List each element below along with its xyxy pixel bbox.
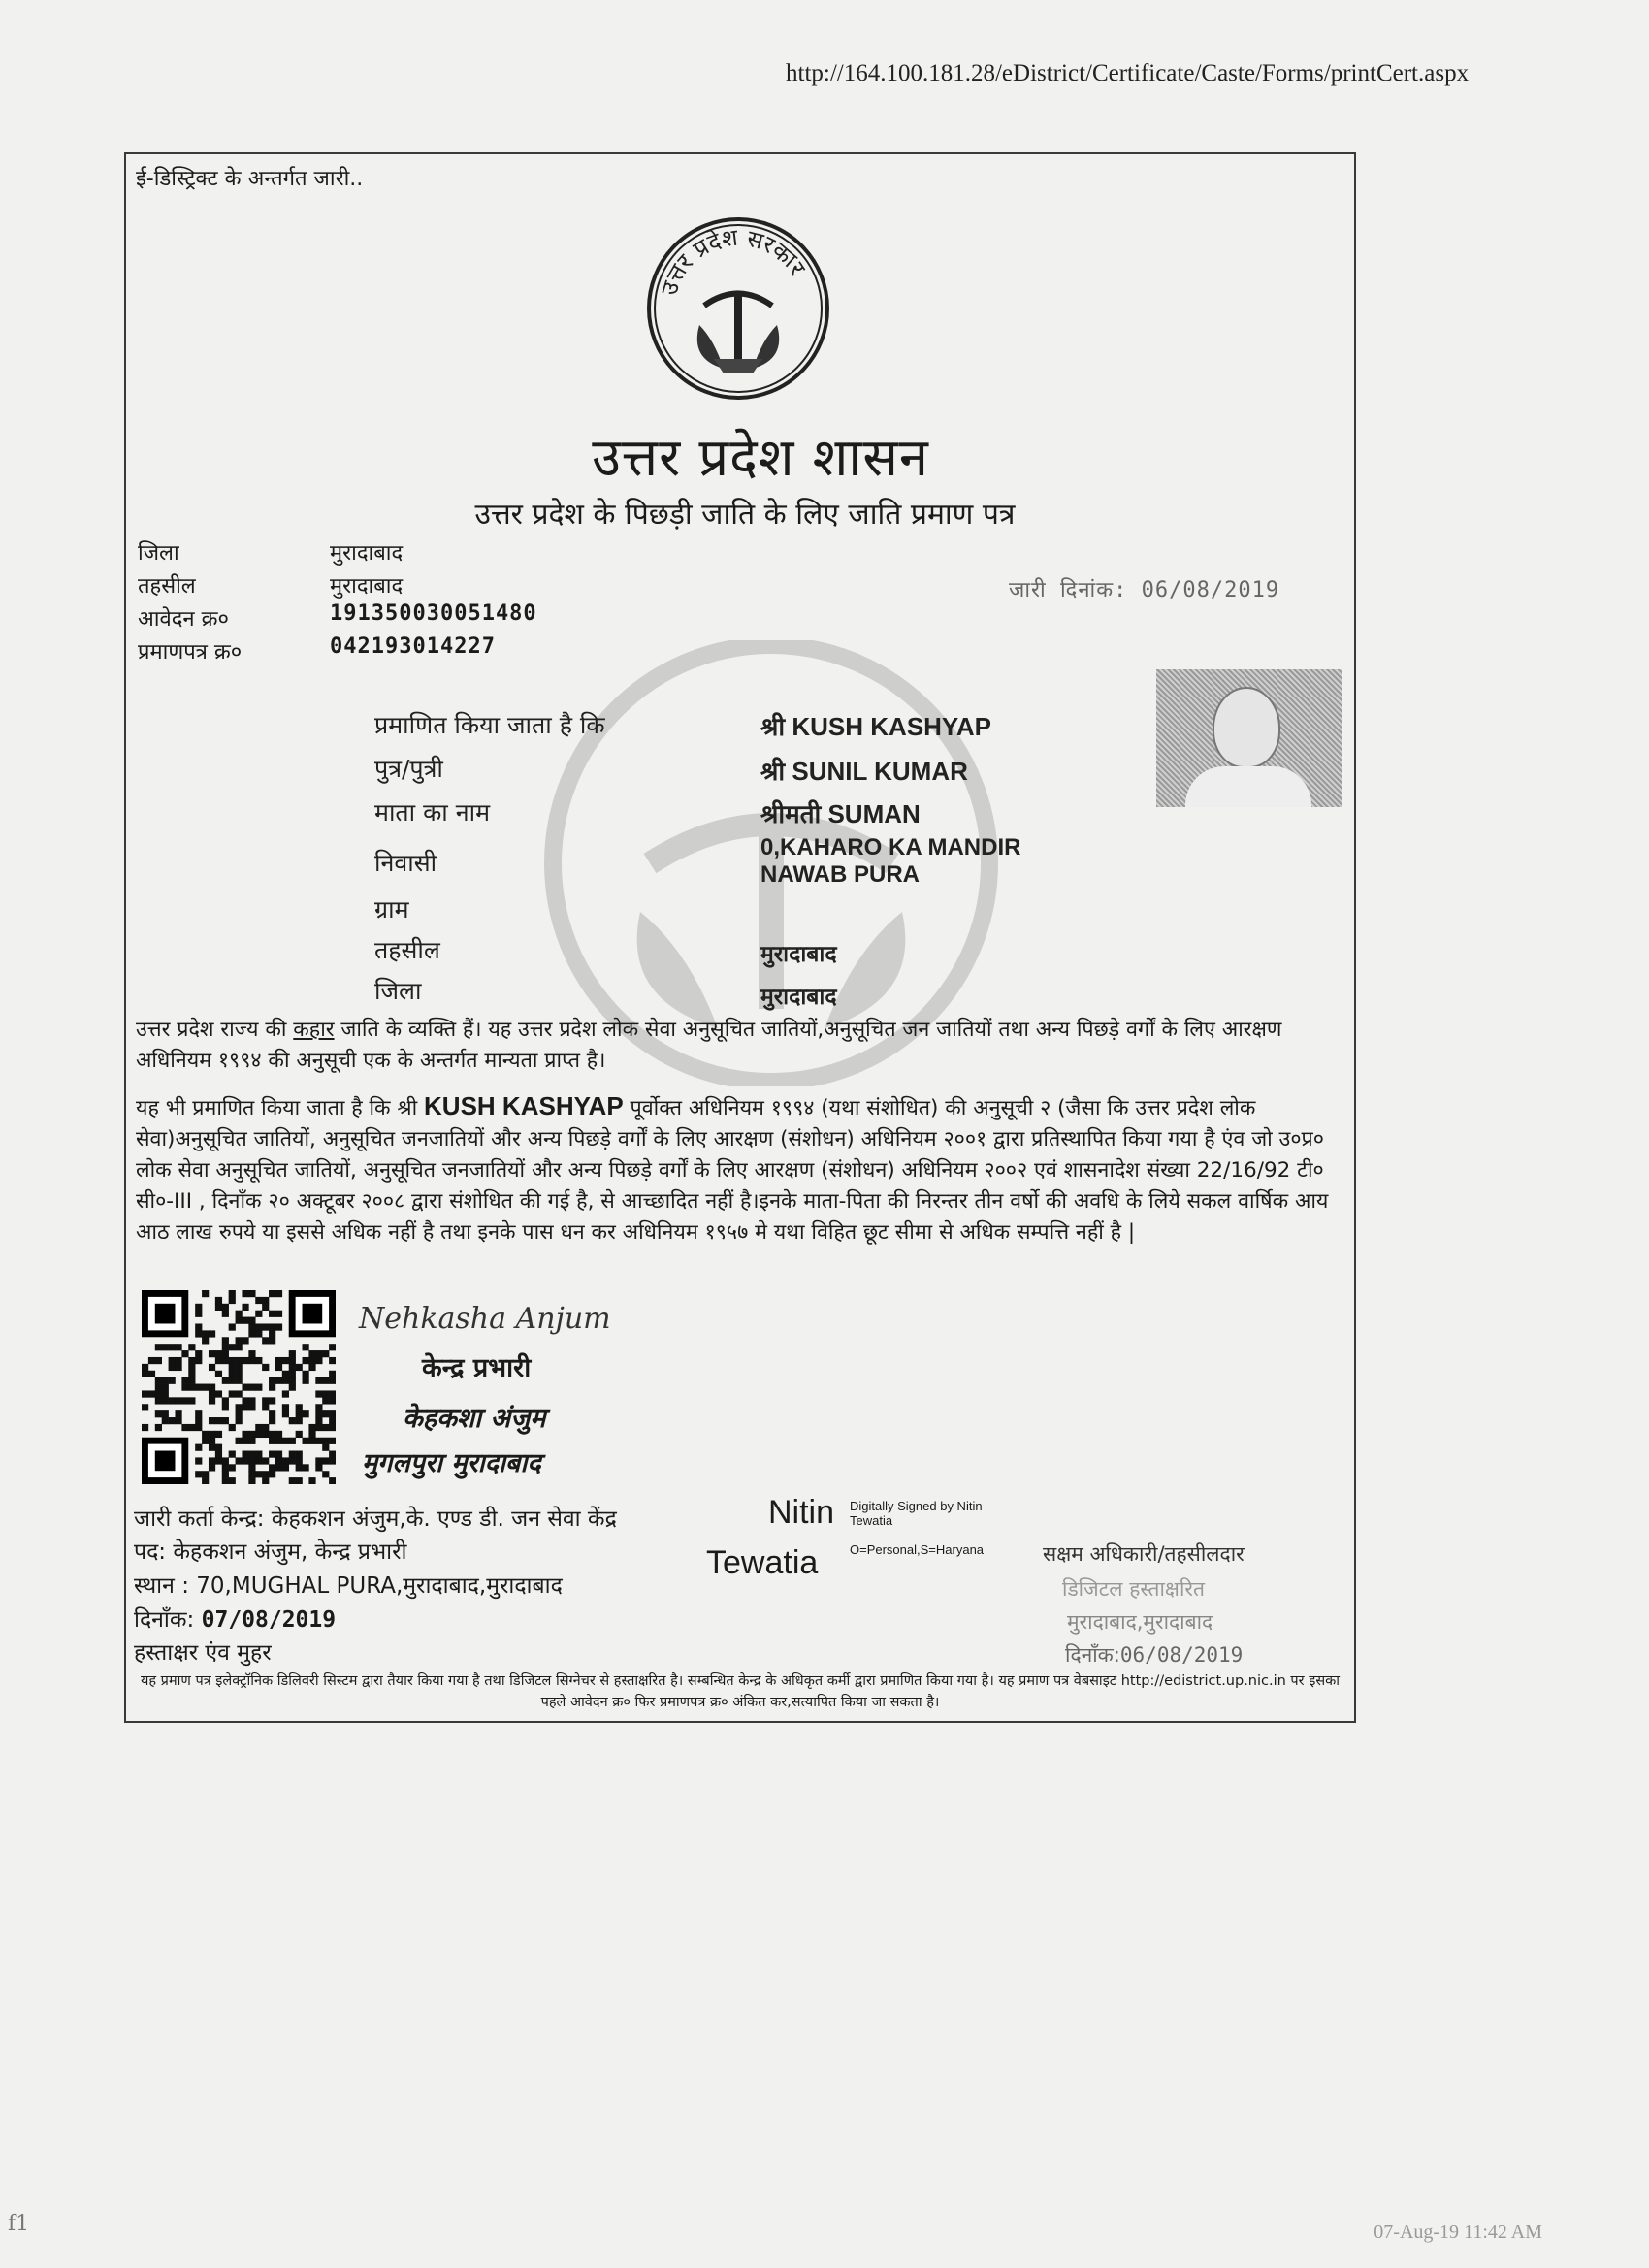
- svg-text:उत्तर प्रदेश सरकार: उत्तर प्रदेश सरकार: [655, 223, 811, 299]
- issuer-place: स्थान : 70,MUGHAL PURA,मुरादाबाद,मुरादाबाद: [134, 1573, 563, 1599]
- issued-under-text: ई-डिस्ट्रिक्ट के अन्तर्गत जारी..: [136, 167, 364, 191]
- village-label: ग्राम: [374, 895, 409, 923]
- scan-timestamp: 07-Aug-19 11:42 AM: [1374, 2221, 1542, 2243]
- applicant-name-inline: KUSH KASHYAP: [424, 1091, 624, 1120]
- digital-signature-signed-by-2: Tewatia: [850, 1513, 893, 1528]
- field-district-label: जिला: [138, 541, 179, 566]
- resident-label: निवासी: [374, 849, 437, 877]
- issuer-centre: जारी कर्ता केन्द्र: केहकशन अंजुम,के. एण्ड डी. जन सेवा केंद्र: [134, 1507, 617, 1532]
- resident-address-line1: 0,KAHARO KA MANDIR: [760, 834, 1021, 860]
- stamp-line-2: केहकशा अंजुम: [403, 1404, 546, 1434]
- issuer-date: दिनाँक: 07/08/2019: [134, 1607, 337, 1633]
- authority-date: दिनाँक:06/08/2019: [1065, 1643, 1244, 1667]
- mother-name: श्रीमती SUMAN: [760, 799, 921, 828]
- mother-label: माता का नाम: [374, 798, 491, 826]
- issue-date-value: 06/08/2019: [1141, 578, 1280, 602]
- qr-code: [142, 1290, 336, 1484]
- tehsil-value: मुरादाबाद: [760, 941, 837, 966]
- digital-signature-last-name: Tewatia: [706, 1544, 819, 1581]
- stamp-line-1: केन्द्र प्रभारी: [422, 1353, 532, 1383]
- field-tehsil-value: मुरादाबाद: [330, 574, 404, 599]
- parent-name: श्री SUNIL KUMAR: [760, 757, 968, 786]
- field-certificate-no-label: प्रमाणपत्र क्र०: [138, 640, 242, 664]
- creamy-layer-paragraph: यह भी प्रमाणित किया जाता है कि श्री KUSH KASHYAP पूर्वोक्त अधिनियम १९९४ (यथा संशोधित) की अनुसूची २ (जैसा कि उत्तर प्रदेश लोक सेवा)अनुसूचित जातियों, अनुसूचित जनजातियों और अन्य पिछड़े वर्गों के लिए आरक्षण (संशोधन) अधिनियम २००१ द्वारा प्रतिस्थापित किया गया है एंव जो उ०प्र० लोक सेवा अनुसूचित जातियों, अनुसूचित जनजातियों और अन्य पिछड़े वर्गों के लिए आरक्षण (संशोधन) अधिनियम २००२ एवं शासनादेश संख्या 22/16/92 टी० सी०-III , दिनाँक २० अक्टूबर २००८ द्वारा संशोधित की गई है, से आच्छादित नहीं है।इनके माता-पिता की निरन्तर तीन वर्षो की अवधि के लिये सकल वार्षिक आय आठ लाख रुपये या इससे अधिक नहीं है तथा इनके पास धन कर अधिनियम १९५७ मे यथा विहित छूट सीमा से अधिक सम्पत्ति नहीं है |: [136, 1091, 1329, 1245]
- state-emblem: [646, 213, 830, 404]
- stamp-line-3: मुगलपुरा मुरादाबाद: [362, 1448, 541, 1478]
- digital-signature-details: O=Personal,S=Haryana: [850, 1542, 985, 1557]
- tehsil-label: तहसील: [374, 936, 440, 964]
- page-mark: f1: [8, 2212, 30, 2236]
- digital-signature-signed-by: Digitally Signed by Nitin: [850, 1499, 983, 1513]
- disclaimer: यह प्रमाण पत्र इलेक्ट्रॉनिक डिलिवरी सिस्टम द्वारा तैयार किया गया है तथा डिजिटल सिग्नेचर से हस्ताक्षरित है। सम्बन्धित केन्द्र के अधिकृत कर्मी द्वारा प्रमाणित किया गया है। यह प्रमाण पत्र वेबसाइट http://edistrict.up.nic.in पर इसका पहले आवेदन क्र० फिर प्रमाणपत्र क्र० अंकित कर,सत्यापित किया जा सकता है।: [140, 1673, 1341, 1710]
- certificate-subtitle: उत्तर प्रदेश के पिछड़ी जाति के लिए जाति प्रमाण पत्र: [474, 498, 1016, 532]
- browser-url: http://164.100.181.28/eDistrict/Certificate/Caste/Forms/printCert.aspx: [786, 60, 1470, 86]
- field-district-value: मुरादाबाद: [330, 541, 404, 566]
- issuer-sign-label: हस्ताक्षर एंव मुहर: [134, 1640, 272, 1666]
- caste-paragraph: उत्तर प्रदेश राज्य की कहार जाति के व्यक्ति हैं। यह उत्तर प्रदेश लोक सेवा अनुसूचित जातियों,अनुसूचित जन जातियों तथा अन्य पिछड़े वर्गों के लिए आरक्षण अधिनियम १९९४ की अनुसूची एक के अन्तर्गत मान्यता प्राप्त है।: [136, 1018, 1282, 1073]
- issue-date-label: जारी दिनांक:: [1009, 578, 1128, 602]
- authority-line2: डिजिटल हस्ताक्षरित: [1062, 1577, 1205, 1601]
- signature-scribble: Nehkasha Anjum: [359, 1302, 611, 1336]
- digital-signature-first-name: Nitin: [768, 1494, 835, 1531]
- issuer-post: पद: केहकशन अंजुम, केन्द्र प्रभारी: [134, 1539, 407, 1565]
- caste-name: कहार: [293, 1018, 335, 1042]
- parent-label: पुत्र/पुत्री: [374, 755, 443, 783]
- centre-signature-stamp: [354, 1288, 626, 1492]
- applicant-photo: [1156, 669, 1342, 807]
- field-tehsil-label: तहसील: [138, 574, 196, 599]
- field-application-no-label: आवेदन क्र०: [138, 607, 229, 632]
- certified-label: प्रमाणित किया जाता है कि: [374, 711, 605, 739]
- field-application-no-value: 191350030051480: [330, 601, 537, 626]
- resident-address-line2: NAWAB PURA: [760, 861, 921, 888]
- district-value: मुरादाबाद: [760, 984, 837, 1009]
- authority-line3: मुरादाबाद,मुरादाबाद: [1067, 1610, 1213, 1634]
- district-label: जिला: [374, 977, 422, 1005]
- issue-date: [1009, 574, 1279, 603]
- authority-line1: सक्षम अधिकारी/तहसीलदार: [1043, 1542, 1245, 1566]
- certificate-title: उत्तर प्रदेश शासन: [592, 427, 929, 488]
- field-certificate-no-value: 042193014227: [330, 634, 496, 659]
- certified-name: श्री KUSH KASHYAP: [760, 712, 992, 741]
